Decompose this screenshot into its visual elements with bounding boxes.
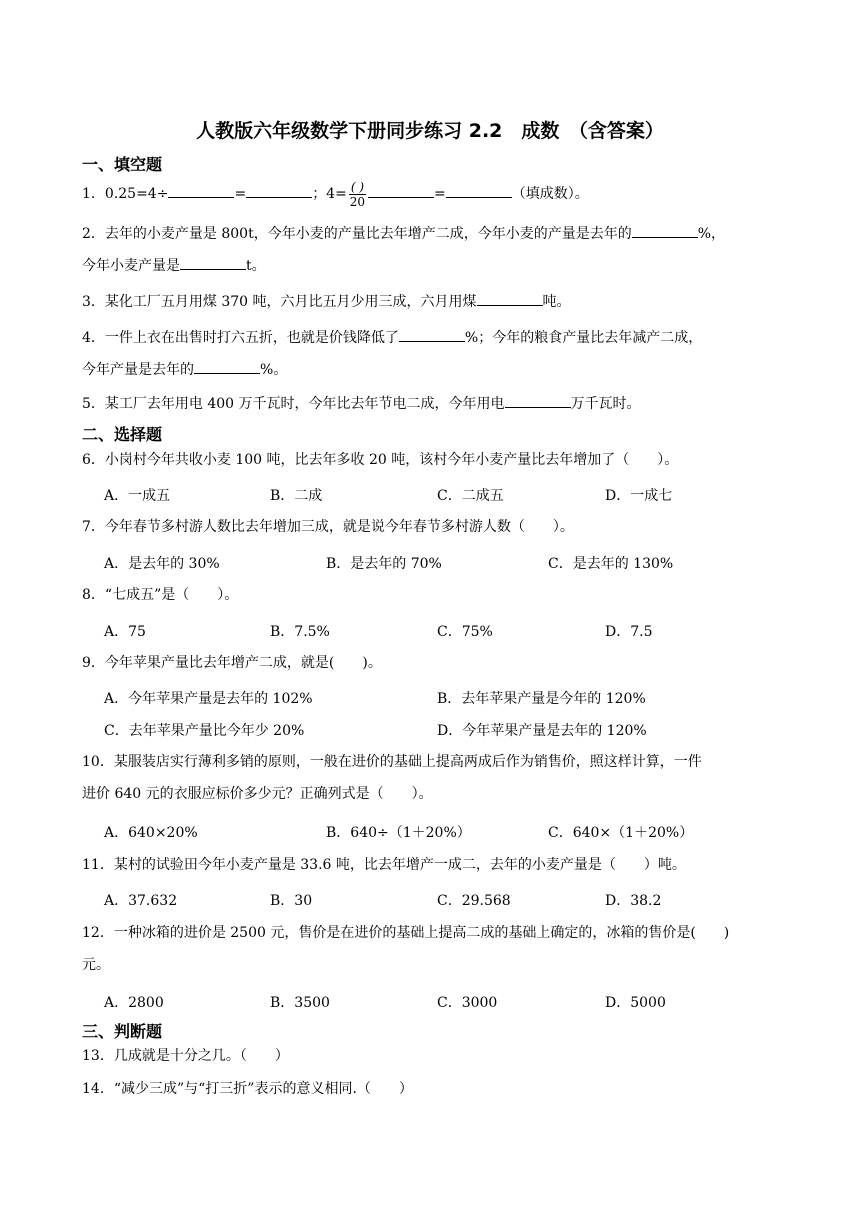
q6-option-a: A．一成五 xyxy=(104,488,171,504)
q1-text-e: （填成数）。 xyxy=(511,186,589,202)
q1-text-d: = xyxy=(434,186,446,202)
blank xyxy=(368,183,434,198)
q9-option-c: C．去年苹果产量比今年少 20% xyxy=(104,723,305,739)
blank xyxy=(446,183,512,198)
question-8: 8．“七成五”是（ ）。 xyxy=(82,587,239,603)
fraction-numerator: ( ) xyxy=(350,179,365,194)
blank xyxy=(168,183,234,198)
q2-text-a: 2．去年的小麦产量是 800t，今年小麦的产量比去年增产二成，今年小麦的产量是去年的 xyxy=(82,226,632,242)
q7-option-a: A．是去年的 30% xyxy=(104,556,220,572)
question-11: 11．某村的试验田今年小麦产量是 33.6 吨，比去年增产一成二，去年的小麦产量是（ ）吨。 xyxy=(82,857,686,873)
question-7: 7．今年春节多村游人数比去年增加三成，就是说今年春节多村游人数（ ）。 xyxy=(82,519,574,535)
q10-option-b: B．640÷（1＋20%） xyxy=(326,825,471,841)
q4-text-b: %；今年的粮食产量比去年减产二成， xyxy=(464,330,703,346)
question-14: 14．“减少三成”与“打三折”表示的意义相同.（ ） xyxy=(82,1081,413,1097)
q11-option-a: A．37.632 xyxy=(104,893,178,909)
q4-text-c: 今年产量是去年的 xyxy=(82,362,194,378)
question-4 xyxy=(82,322,782,386)
q12-option-a: A．2800 xyxy=(104,995,164,1011)
blank xyxy=(194,359,260,374)
q1-text-b: = xyxy=(234,186,247,202)
q12-option-b: B．3500 xyxy=(270,995,330,1011)
q2-text-d: t。 xyxy=(246,258,266,274)
q6-option-d: D．一成七 xyxy=(605,488,673,504)
q9-option-b: B．去年苹果产量是今年的 120% xyxy=(437,691,646,707)
q1-text-a: 1．0.25=4÷ xyxy=(82,186,169,202)
q10-option-a: A．640×20% xyxy=(104,825,198,841)
q6-option-b: B．二成 xyxy=(270,488,323,504)
q11-option-c: C．29.568 xyxy=(437,893,511,909)
question-9: 9．今年苹果产量比去年增产二成，就是( )。 xyxy=(82,655,382,671)
q6-option-c: C．二成五 xyxy=(437,488,504,504)
question-10 xyxy=(82,746,782,810)
q3-text-b: 吨。 xyxy=(542,294,571,310)
q10-option-c: C．640×（1＋20%） xyxy=(548,825,694,841)
blank xyxy=(505,393,571,408)
q8-option-d: D．7.5 xyxy=(605,624,653,640)
question-2 xyxy=(82,218,782,282)
q2-text-c: 今年小麦产量是 xyxy=(82,258,180,274)
q8-option-c: C．75% xyxy=(437,624,493,640)
q1-text-c: ；4= xyxy=(312,186,347,202)
fraction xyxy=(349,180,366,209)
question-1 xyxy=(82,178,782,210)
q12-line-2: 元。 xyxy=(82,957,110,973)
q10-line-2: 进价 640 元的衣服应标价多少元？正确列式是（ ）。 xyxy=(82,786,433,802)
q4-text-a: 4．一件上衣在出售时打六五折，也就是价钱降低了 xyxy=(82,330,399,346)
question-13: 13．几成就是十分之几。（ ） xyxy=(82,1048,289,1064)
section-fill-blank: 一、填空题 xyxy=(82,155,163,174)
question-12 xyxy=(82,917,782,981)
q7-option-c: C．是去年的 130% xyxy=(548,556,674,572)
q5-text-a: 5．某工厂去年用电 400 万千瓦时，今年比去年节电二成，今年用电 xyxy=(82,396,505,412)
section-true-false: 三、判断题 xyxy=(82,1022,163,1041)
question-5 xyxy=(82,388,782,420)
blank xyxy=(180,255,246,270)
q11-option-d: D．38.2 xyxy=(605,893,662,909)
question-6: 6．小岗村今年共收小麦 100 吨，比去年多收 20 吨，该村今年小麦产量比去年增加了（ ）。 xyxy=(82,452,679,468)
question-3 xyxy=(82,286,782,318)
q12-line-1: 12．一种冰箱的进价是 2500 元，售价是在进价的基础上提高二成的基础上确定的，冰箱的售价是( ) xyxy=(82,925,730,941)
q12-option-c: C．3000 xyxy=(437,995,498,1011)
q4-text-d: %。 xyxy=(260,362,288,378)
q3-text-a: 3．某化工厂五月用煤 370 吨，六月比五月少用三成，六月用煤 xyxy=(82,294,477,310)
q9-option-d: D．今年苹果产量是去年的 120% xyxy=(437,723,647,739)
q9-option-a: A．今年苹果产量是去年的 102% xyxy=(104,691,313,707)
page-title: 人教版六年级数学下册同步练习 2.2 成数 （含答案） xyxy=(196,120,664,142)
q7-option-b: B．是去年的 70% xyxy=(326,556,442,572)
q2-text-b: %， xyxy=(697,226,726,242)
q10-line-1: 10．某服装店实行薄利多销的原则，一般在进价的基础上提高两成后作为销售价，照这样计算，一件 xyxy=(82,754,702,770)
blank xyxy=(632,223,698,238)
blank xyxy=(399,327,465,342)
blank xyxy=(246,183,312,198)
q12-option-d: D．5000 xyxy=(605,995,666,1011)
fraction-denominator: 20 xyxy=(349,194,366,209)
q5-text-b: 万千瓦时。 xyxy=(570,396,641,412)
section-multiple-choice: 二、选择题 xyxy=(82,425,163,444)
q8-option-b: B．7.5% xyxy=(270,624,330,640)
q11-option-b: B．30 xyxy=(270,893,313,909)
blank xyxy=(477,291,543,306)
q8-option-a: A．75 xyxy=(104,624,146,640)
